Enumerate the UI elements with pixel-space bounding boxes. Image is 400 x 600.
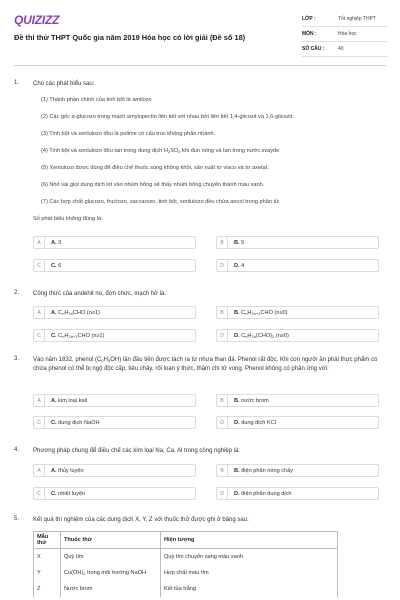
meta-row-count [302,42,388,57]
option-letter: A [34,465,45,476]
option-letter: D [217,488,228,499]
table-cell: Z [34,581,61,597]
table-cell: Quỳ tím chuyển sang màu xanh [161,549,338,565]
option-text: nước brom [241,397,269,404]
meta-row-class [302,12,388,27]
option-a[interactable] [33,306,196,319]
option-label: D. [234,419,240,426]
question-number: 5. [14,516,20,522]
option-letter: A [34,395,45,406]
option-label: B. [234,397,240,404]
option-letter: C [34,260,45,271]
table-cell: Quỳ tím [61,549,161,565]
meta-value: Hóa học [338,31,357,37]
question-prompt: Số phát biểu không đúng là: [33,216,103,222]
meta-value: 40 [338,46,344,52]
option-text: B. $C_nH_{2n+1}CHO$ (n≥0) [234,309,288,316]
option-text: thủy luyện [58,467,84,474]
option-letter: B [217,307,228,318]
option-d[interactable] [216,329,379,342]
statement-1: (1) Thành phần chính của tinh bột là amilozo [41,97,152,103]
meta-key: MÔN : [302,31,317,37]
option-text: điện phân nóng chảy [241,467,294,474]
table-row [34,549,338,565]
option-c[interactable] [33,416,196,429]
table-cell: Nước brom [61,581,161,597]
option-letter: B [217,395,228,406]
table-cell: $Cu(OH)_2$ trong môi trường NaOH [61,565,161,581]
option-letter: A [34,237,45,248]
option-letter: D [217,260,228,271]
option-letter: B [217,465,228,476]
worksheet-header [0,0,400,56]
option-label: D. [234,490,240,497]
option-letter: C [34,417,45,428]
question-stem: Phương pháp chung để điều chế các kim loại Na, Ca, Al trong công nghiệp là: [33,448,241,454]
option-d[interactable] [216,416,379,429]
statement-2: (2) Các gốc α-glucozo trong mạch amylopectin liên kết với nhau bởi liên kết 1,4-glicozit và 1,6-glicozit. [41,114,294,120]
question-number: 1. [14,80,20,86]
column-header: Mẫu thử [34,532,61,549]
worksheet-title: Đề thi thử THPT Quốc gia năm 2019 Hóa học có lời giải (Đề số 18) [14,33,246,42]
worksheet-meta [302,12,388,57]
option-label: C. [51,490,57,497]
option-text: 4 [241,262,245,269]
statement-7: (7) Các hợp chất glucozo, fructozo, saccarozo, tinh bột, xenlulozo đều chứa ancol trong phân tử. [41,199,281,205]
option-b[interactable] [216,394,379,407]
table-row [34,581,338,597]
option-letter: D [217,330,228,341]
statement-6: (6) Nhỏ vài giọt dung dịch iot vào nhúm bông sẽ thấy nhúm bông chuyển thành màu xanh. [41,182,265,188]
question-stem: Kết quả thí nghiệm của các dung dịch X, Y, Z với thuốc thử được ghi ở bảng sau: [33,517,249,523]
option-letter: C [34,330,45,341]
table-header-row [34,532,338,549]
statement-5: (5) Xenlulozo được dùng để điều chế thuốc súng không khói, sản xuất tơ visco và tơ axetat. [41,165,269,171]
option-label: B. [234,467,240,474]
meta-key: SỐ CÂU : [302,46,325,52]
option-text: kim loại kali [58,397,88,404]
option-label: A. [51,239,57,246]
option-b[interactable] [216,306,379,319]
option-text: C. $C_nH_{2n+1}CHO$ (n≥1) [51,332,105,339]
option-text: 5 [241,239,245,246]
option-text: dung dịch KCl [241,419,276,426]
option-text: D. $C_nH_{2n}(CHO)_2$ (n≥0) [234,332,289,339]
question-number: 2. [14,290,20,296]
option-label: A. [51,467,57,474]
meta-value: Tốt nghiệp THPT [338,16,376,22]
option-label: C. [51,262,57,269]
meta-key: LỚP : [302,16,316,22]
question-number: 4. [14,447,20,453]
table-cell: Y [34,565,61,581]
header-divider [14,65,386,66]
option-letter: D [217,417,228,428]
option-letter: C [34,488,45,499]
question-stem: Công thức của andehit no, đơn chức, mạch hở là: [33,291,166,297]
question-stem: Vào năm 1832, phenol $(C_6H_5OH)$ lần đầu tiên được tách ra từ nhựa than đá. Phenol rất độc. Khi con người ăn phải thực phẩm có chứa phenol có thể bị ngộ độc cấp, tiêu chảy, rối loạn ý thức, thậm chí tử vong. Phenol không có phản ứng với: [33,357,378,372]
column-header: Hiện tượng [161,532,338,549]
quizizz-logo: QUIZIZZ [14,13,60,27]
experiment-table [33,531,338,597]
option-d[interactable] [216,259,379,272]
table-cell: X [34,549,61,565]
question-stem: Cho các phát biểu sau: [33,81,95,87]
option-a[interactable] [33,464,196,477]
option-c[interactable] [33,487,196,500]
option-label: D. [234,262,240,269]
table-row [34,565,338,581]
option-label: C. [51,419,57,426]
option-d[interactable] [216,487,379,500]
table-cell: Hợp chất màu tím [161,565,338,581]
statement-3: (3) Tinh bột và xenlulozo đều là polime có cấu trúc không phân nhánh. [41,131,216,137]
option-text: điện phân dung dịch [241,490,292,497]
option-text: nhiệt luyện [58,490,86,497]
table-cell: Kết tủa trắng [161,581,338,597]
option-a[interactable] [33,394,196,407]
option-label: A. [51,397,57,404]
option-letter: A [34,307,45,318]
option-b[interactable] [216,464,379,477]
option-text: 6 [58,262,62,269]
option-text: A. $C_nH_{2n}CHO$ (n≥1) [51,309,100,316]
option-c[interactable] [33,329,196,342]
option-c[interactable] [33,259,196,272]
option-b[interactable] [216,236,379,249]
option-text: dung dịch NaOH [58,419,100,426]
column-header: Thuốc thử [61,532,161,549]
option-a[interactable] [33,236,196,249]
option-label: B. [234,239,240,246]
option-letter: B [217,237,228,248]
question-number: 3. [14,356,20,362]
option-text: 3 [58,239,62,246]
statement-4: (4) Tinh bột và xenlulozo đều tan trong dung dịch $H_2SO_4$ khi đun nóng và tan trong nước svayde [41,148,280,154]
meta-row-subject [302,27,388,42]
